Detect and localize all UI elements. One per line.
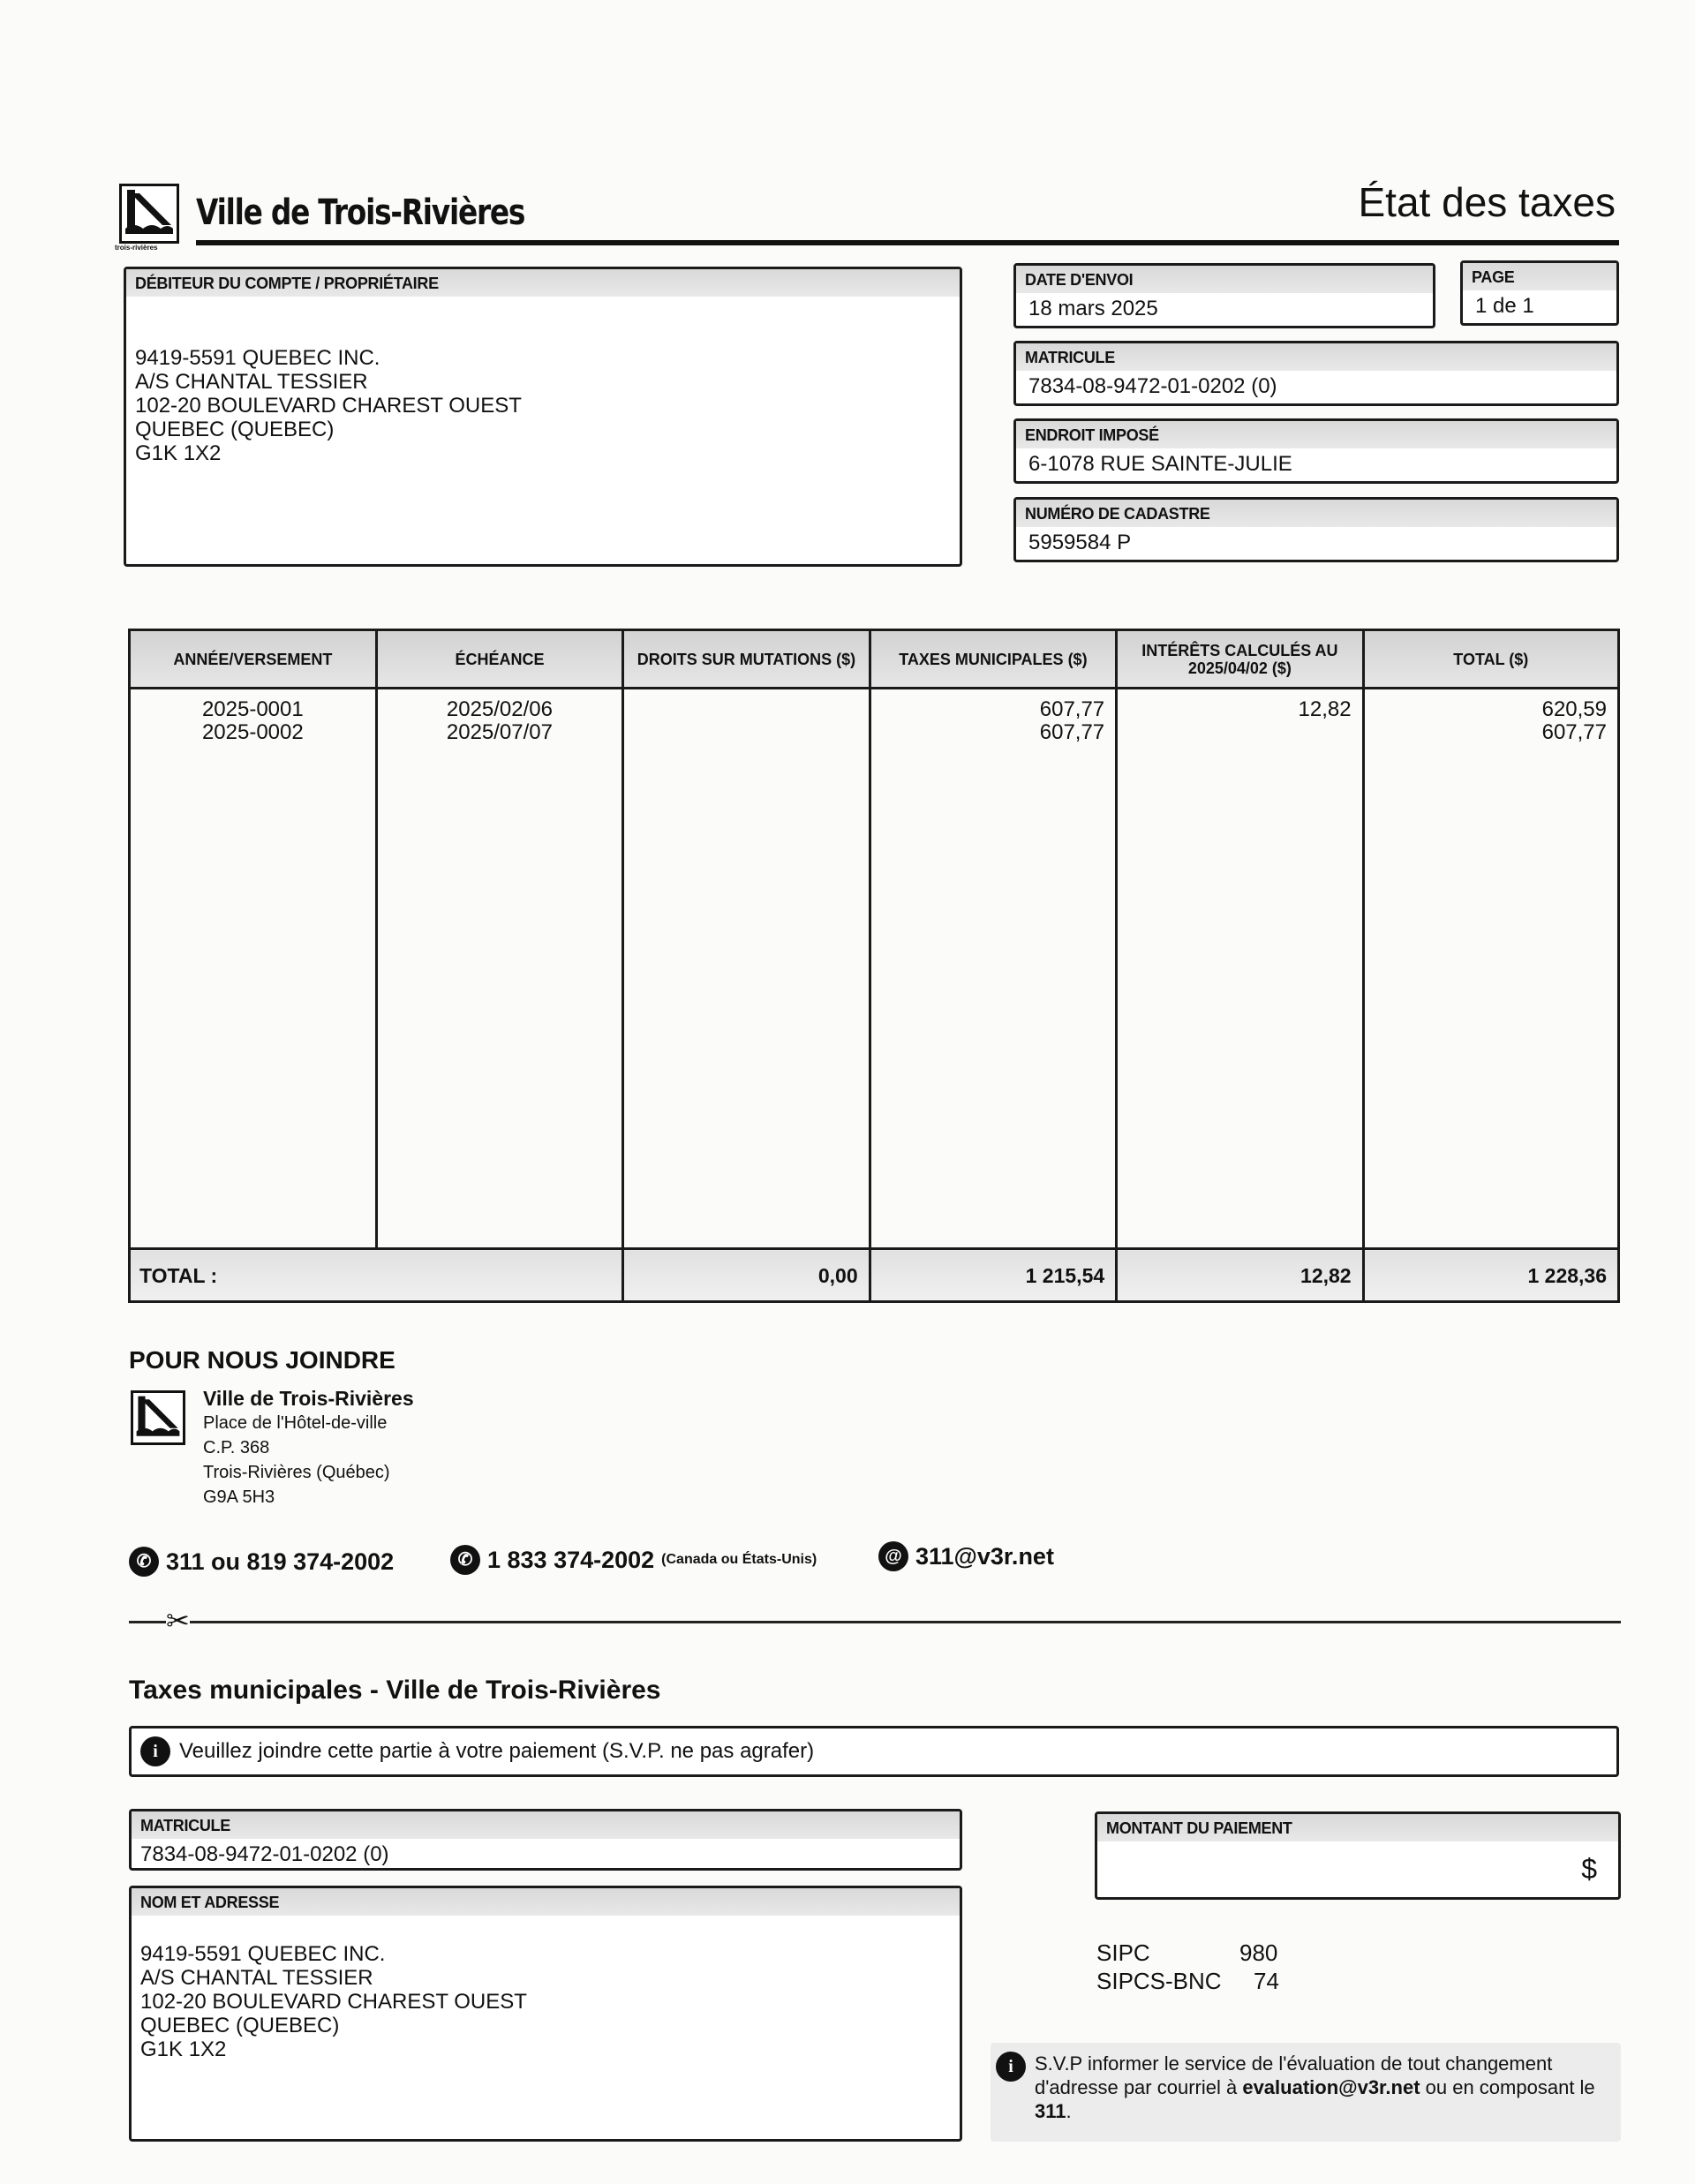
debtor-label: DÉBITEUR DU COMPTE / PROPRIÉTAIRE (126, 269, 960, 297)
contact-address (203, 1386, 414, 1510)
sipcs-label: SIPCS-BNC (1096, 1968, 1222, 1994)
total-cell (1363, 689, 1618, 1249)
document-title: État des taxes (1358, 179, 1616, 225)
annee-value: 2025-0002 (201, 720, 304, 744)
endroit-value: 6-1078 RUE SAINTE-JULIE (1028, 452, 1292, 476)
cadastre-value: 5959584 P (1028, 531, 1132, 554)
notice-text: S.V.P informer le service de l'évaluation de tout changement d'adresse par courriel à (1035, 2052, 1553, 2098)
stub-matricule-box (129, 1809, 962, 1871)
contact-org: Ville de Trois-Rivières (203, 1387, 414, 1410)
logo-mark-icon (122, 186, 177, 241)
stub-matricule-label: MATRICULE (132, 1811, 960, 1839)
total-grand: 1 228,36 (1363, 1249, 1618, 1302)
date-value: 18 mars 2025 (1028, 297, 1158, 320)
sipc-value: 980 (1239, 1939, 1278, 1966)
col-header-echeance: ÉCHÉANCE (376, 630, 622, 689)
droits-cell (623, 689, 870, 1249)
totals-row (130, 1249, 1619, 1302)
contact-line: Trois-Rivières (Québec) (203, 1463, 390, 1482)
matricule-box (1013, 341, 1619, 406)
echeance-value: 2025/07/07 (446, 720, 553, 744)
sipc-block (1096, 1939, 1279, 1995)
stub-nom-line: G1K 1X2 (140, 2037, 227, 2061)
contact-line: Place de l'Hôtel-de-ville (203, 1413, 388, 1433)
stub-nom-box (129, 1886, 962, 2142)
phone-tollfree[interactable] (450, 1545, 817, 1575)
stub-matricule-value: 7834-08-9472-01-0202 (0) (140, 1842, 389, 1866)
debtor-line: QUEBEC (QUEBEC) (135, 418, 335, 441)
payment-amount-box[interactable] (1095, 1811, 1621, 1900)
debtor-line: 102-20 BOULEVARD CHAREST OUEST (135, 394, 522, 418)
header-rule (196, 240, 1619, 245)
sipc-label: SIPC (1096, 1939, 1150, 1966)
city-logo (119, 184, 179, 244)
total-label: TOTAL : (130, 1249, 623, 1302)
phone-local-text: 311 ou 819 374-2002 (166, 1548, 395, 1575)
col-header-droits: DROITS SUR MUTATIONS ($) (623, 630, 870, 689)
tax-table (128, 629, 1620, 1303)
cadastre-box (1013, 497, 1619, 562)
currency-symbol: $ (1581, 1853, 1597, 1885)
sipcs-value: 74 (1254, 1968, 1279, 1994)
total-taxes: 1 215,54 (870, 1249, 1117, 1302)
stub-nom-line: QUEBEC (QUEBEC) (140, 2014, 340, 2037)
page-box (1460, 260, 1619, 326)
debtor-line: 9419-5591 QUEBEC INC. (135, 346, 380, 370)
cut-line (129, 1621, 1621, 1623)
info-icon: i (996, 2052, 1026, 2082)
page-value: 1 de 1 (1475, 294, 1534, 318)
matricule-label: MATRICULE (1016, 343, 1616, 371)
total-interets: 12,82 (1117, 1249, 1363, 1302)
echeance-cell (376, 689, 622, 1249)
debtor-box (124, 267, 962, 567)
evaluation-email[interactable]: evaluation@v3r.net (1242, 2076, 1420, 2098)
notice-text: ou en composant le (1420, 2076, 1595, 2098)
logo-mark-icon (133, 1393, 183, 1442)
address-change-notice (991, 2043, 1621, 2142)
phone-note: (Canada ou États-Unis) (661, 1552, 817, 1567)
cadastre-label: NUMÉRO DE CADASTRE (1016, 500, 1616, 527)
debtor-line: G1K 1X2 (135, 441, 222, 465)
taxes-cell (870, 689, 1117, 1249)
page-label: PAGE (1463, 263, 1616, 290)
annee-value: 2025-0001 (201, 697, 304, 721)
interets-value: 12,82 (1298, 697, 1352, 721)
phone-icon: ✆ (450, 1545, 480, 1575)
phone-tollfree-text: 1 833 374-2002 (487, 1546, 655, 1573)
col-header-interets: INTÉRÊTS CALCULÉS AU 2025/04/02 ($) (1117, 630, 1363, 689)
stub-nom-line: 102-20 BOULEVARD CHAREST OUEST (140, 1990, 527, 2014)
col-header-annee: ANNÉE/VERSEMENT (130, 630, 377, 689)
annee-cell (130, 689, 377, 1249)
interets-cell (1117, 689, 1363, 1249)
total-value: 607,77 (1541, 720, 1607, 744)
phone-icon: ✆ (129, 1547, 159, 1577)
stub-notice-text: Veuillez joindre cette partie à votre paiement (S.V.P. ne pas agrafer) (179, 1739, 815, 1763)
notice-end: . (1066, 2100, 1072, 2122)
total-value: 620,59 (1541, 697, 1607, 721)
info-icon: i (140, 1736, 170, 1766)
stub-nom-label: NOM ET ADRESSE (132, 1888, 960, 1916)
date-box (1013, 263, 1435, 328)
stub-nom-line: 9419-5591 QUEBEC INC. (140, 1942, 386, 1966)
table-body (130, 689, 1619, 1249)
col-header-total: TOTAL ($) (1363, 630, 1618, 689)
logo-caption: trois-rivières (115, 244, 158, 252)
endroit-label: ENDROIT IMPOSÉ (1016, 421, 1616, 448)
debtor-line: A/S CHANTAL TESSIER (135, 370, 368, 394)
stub-title: Taxes municipales - Ville de Trois-Rivières (129, 1676, 661, 1705)
endroit-box (1013, 418, 1619, 484)
payment-amount-label: MONTANT DU PAIEMENT (1097, 1814, 1618, 1841)
email-text: 311@v3r.net (915, 1542, 1054, 1570)
contact-line: G9A 5H3 (203, 1487, 275, 1507)
total-droits: 0,00 (623, 1249, 870, 1302)
stub-nom-line: A/S CHANTAL TESSIER (140, 1966, 373, 1990)
email-link[interactable] (878, 1541, 1054, 1571)
echeance-value: 2025/02/06 (446, 697, 553, 721)
scissors-icon: ✂ (166, 1605, 190, 1637)
contact-heading: POUR NOUS JOINDRE (129, 1346, 396, 1374)
org-title: Ville de Trois-Rivières (196, 192, 525, 233)
contact-logo (131, 1390, 185, 1445)
at-sign-icon: @ (878, 1541, 908, 1571)
date-label: DATE D'ENVOI (1016, 266, 1433, 293)
notice-phone: 311 (1035, 2100, 1066, 2122)
matricule-value: 7834-08-9472-01-0202 (0) (1028, 374, 1277, 398)
taxes-value: 607,77 (1039, 697, 1105, 721)
col-header-taxes: TAXES MUNICIPALES ($) (870, 630, 1117, 689)
contact-line: C.P. 368 (203, 1438, 270, 1457)
stub-notice (129, 1726, 1619, 1777)
phone-local[interactable] (129, 1547, 394, 1577)
taxes-value: 607,77 (1039, 720, 1105, 744)
